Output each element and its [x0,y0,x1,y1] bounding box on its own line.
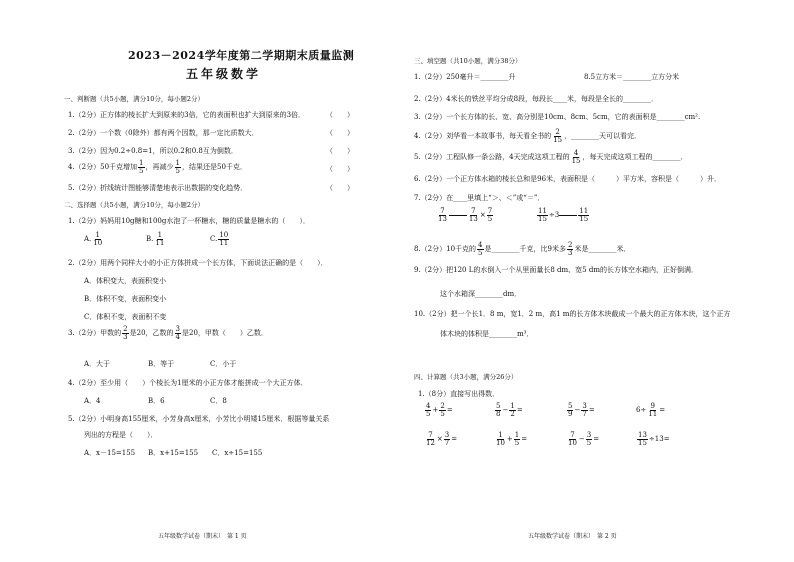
fraction: $\frac{3}{7}$ [582,402,587,418]
judge-q3: 3.（2分）因为0.2÷0.8=1，所以0.2和0.8互为倒数． [68,147,238,155]
calc-item: $\frac{4}{5}$ + $\frac{2}{5}$ = [426,402,453,418]
choice-q4-option-b[interactable]: B．6 [148,397,165,405]
fill-q10: 10.（2分）把一个长1．8 m，宽1．2 m，高1 m的长方体木块截成一个最大的正方体木块，这个正方 [414,310,731,318]
fraction: $\frac{2}{3}$ [123,325,128,341]
choice-q2-option-b[interactable]: B．体积不变，表面积变小 [84,295,167,303]
fraction: $\frac{11}{15}$ [538,207,547,223]
calc-item: $\frac{7}{12}$ × $\frac{3}{7}$ = [426,431,458,447]
choice-q2: 2.（2分）用两个同样大小的小正方体拼成一个长方体，下面说法正确的是（ ）． [68,259,328,267]
calc-item: $\frac{1}{10}$ + $\frac{1}{5}$ = [496,431,528,447]
choice-q5-cont: 列出的方程是（ ）． [84,431,158,439]
fraction: $\frac{4}{5}$ [426,402,431,418]
choice-q5-option-c[interactable]: C．x÷15=155 [212,449,263,457]
choice-q3: 3.（2分）甲数的 $\frac{2}{3}$ 是20，乙数的 $\frac{3}{4}$ 是20，甲数（ ）乙数． [68,325,268,341]
choice-q3-option-b[interactable]: B．等于 [148,360,175,368]
fill-q6: 6.（2分）一个正方体水箱的棱长总和是96米，表面积是（ ）平方米，容积是（ ）升． [414,175,722,183]
choice-q1-option-b[interactable]: B. $\frac{1}{11}$ [146,231,165,247]
section-4-heading: 四、计算题（共3小题，满分26分） [414,373,518,381]
fill-q4: 4.（2分）刘华看一本故事书，每天看全书的 $\frac{2}{15}$ ，________天可以看完． [414,128,642,144]
choice-q5-option-b[interactable]: B．x+15=155 [148,449,199,457]
fraction: $\frac{4}{5}$ [478,241,483,257]
exam-title: 2023－2024学年度第二学期期末质量监测 [128,49,355,62]
fraction: $\frac{1}{11}$ [155,231,165,247]
judge-q4-answer[interactable]: （ ） [326,165,354,173]
calc-item: 6÷ $\frac{9}{11}$ = [636,402,666,418]
fraction: $\frac{1}{10}$ [496,431,505,447]
choice-q4-option-c[interactable]: C．8 [210,397,227,405]
judge-q2: 2.（2分）一个数（0除外）都有两个因数，那一定比质数大． [68,129,259,137]
calc-q1: 1.（8分）直接写出得数． [418,390,500,398]
fill-q10-cont: 体木块的体积是________m³． [440,330,534,338]
fill-q1a: 1.（2分）250毫升＝________升 [414,73,516,81]
choice-q1-option-a[interactable]: A. $\frac{1}{10}$ [84,231,103,247]
left-footer: 五年级数学试卷（期末） 第 1 页 [158,533,247,540]
calc-item: $\frac{7}{10}$ − $\frac{3}{5}$ = [568,431,600,447]
judge-q2-answer[interactable]: （ ） [326,129,354,137]
fill-q5: 5.（2分）工程队修一条公路，4天完成这项工程的 $\frac{4}{15}$ ，每天完成这项工程的________． [414,149,688,165]
exam-subtitle: 五年级数学 [186,67,262,81]
fraction: $\frac{7}{10}$ [568,431,577,447]
fraction: $\frac{2}{3}$ [567,241,573,257]
judge-q3-answer[interactable]: （ ） [326,147,354,155]
choice-q5: 5.（2分）小明身高155厘米，小芳身高x厘米，小芳比小明矮15厘米．根据等量关系 [68,415,330,423]
fraction: $\frac{1}{5}$ [139,159,144,175]
choice-q1: 1.（2分）妈妈用10g糖和100g水泡了一杯糖水，糖的质量是糖水的（ ）． [68,217,310,225]
fraction: $\frac{7}{13}$ [468,207,478,223]
fraction: $\frac{7}{13}$ [438,207,447,223]
fraction: $\frac{2}{15}$ [553,128,563,144]
fraction: $\frac{3}{7}$ [444,431,450,447]
fraction: $\frac{11}{15}$ [579,207,589,223]
fill-q8: 8.（2分）10千克的 $\frac{4}{5}$ 是________千克，比9米多 $\frac{2}{3}$ 米是________米． [414,241,631,257]
fill-q9: 9.（2分）把120 L的水倒入一个从里面量长8 dm、宽5 dm的长方体空水箱内，正好倒满． [414,266,698,274]
fraction: $\frac{1}{5}$ [514,431,520,447]
compare-blank[interactable] [559,215,577,216]
section-2-heading: 二、选择题（共5小题，满分10分，每小题2分） [64,201,205,209]
fraction: $\frac{1}{5}$ [175,159,180,175]
calc-item: $\frac{5}{9}$ − $\frac{3}{7}$ = [568,402,595,418]
fraction: $\frac{9}{11}$ [648,402,658,418]
fill-q9-cont: 这个水箱深________dm． [440,290,522,298]
judge-q1-answer[interactable]: （ ） [326,111,354,119]
choice-q5-option-a[interactable]: A．x－15=155 [84,449,136,457]
compare-1: $\frac{7}{13}$ $\frac{7}{13}$ × $\frac{7}{5}$ [438,207,493,223]
fraction: $\frac{1}{2}$ [510,402,515,418]
fraction: $\frac{2}{5}$ [440,402,445,418]
judge-q5-answer[interactable]: （ ） [326,184,354,192]
fill-q1b: 8.5立方米＝________立方分米 [584,73,680,81]
judge-q1: 1.（2分）正方体的棱长扩大到原来的3倍，它的表面积也扩大到原来的3倍． [68,111,306,119]
fraction: $\frac{5}{9}$ [568,402,573,418]
fill-q3: 3.（2分）一个长方体的长、宽、高分别是10cm、8cm、5cm，它的表面积是________cm². [414,113,701,121]
fraction: $\frac{7}{5}$ [487,207,493,223]
judge-q4: 4.（2分）50千克增加 $\frac{1}{5}$ ，再减少 $\frac{1}{5}$ ，结果还是50千克． [68,159,247,175]
judge-q5: 5.（2分）折线统计图能够清楚地表示出数据的变化趋势． [68,184,248,192]
choice-q1-option-c[interactable]: C. $\frac{10}{11}$ [210,231,229,247]
choice-q2-option-c[interactable]: C．体积不变，表面积不变 [84,313,167,321]
right-footer: 五年级数学试卷（期末） 第 2 页 [528,533,617,540]
choice-q3-option-a[interactable]: A．大于 [84,360,111,368]
fraction: $\frac{3}{4}$ [175,325,180,341]
calc-item: $\frac{5}{8}$ − $\frac{1}{2}$ = [496,402,523,418]
choice-q3-option-c[interactable]: C．小于 [210,360,237,368]
fraction: $\frac{10}{11}$ [219,231,229,247]
compare-blank[interactable] [449,215,467,216]
choice-q2-option-a[interactable]: A．体积变大，表面积变小 [84,277,167,285]
choice-q4-option-a[interactable]: A．4 [84,397,101,405]
fill-q7: 7.（2分）在____里填上“＞、＜”或“＝”． [414,194,545,202]
fraction: $\frac{1}{10}$ [93,231,103,247]
fill-q2: 2.（2分）4米长的铁丝平均分成8段，每段长____米，每段是全长的________． [414,95,659,103]
section-1-heading: 一、判断题（共5小题，满分10分，每小题2分） [64,95,205,103]
choice-q4: 4.（2分）至少用（ ）个棱长为1厘米的小正方体才能拼成一个大正方体． [68,379,308,387]
fraction: $\frac{13}{15}$ [638,431,647,447]
fraction: $\frac{4}{15}$ [571,149,581,165]
fraction: $\frac{5}{8}$ [496,402,501,418]
calc-item: $\frac{13}{15}$ ÷13= [638,431,670,447]
fraction: $\frac{3}{5}$ [586,431,592,447]
compare-2: $\frac{11}{15}$ ÷3 $\frac{11}{15}$ [538,207,589,223]
fraction: $\frac{7}{12}$ [426,431,435,447]
section-3-heading: 三、填空题（共10小题，满分38分） [414,57,522,65]
